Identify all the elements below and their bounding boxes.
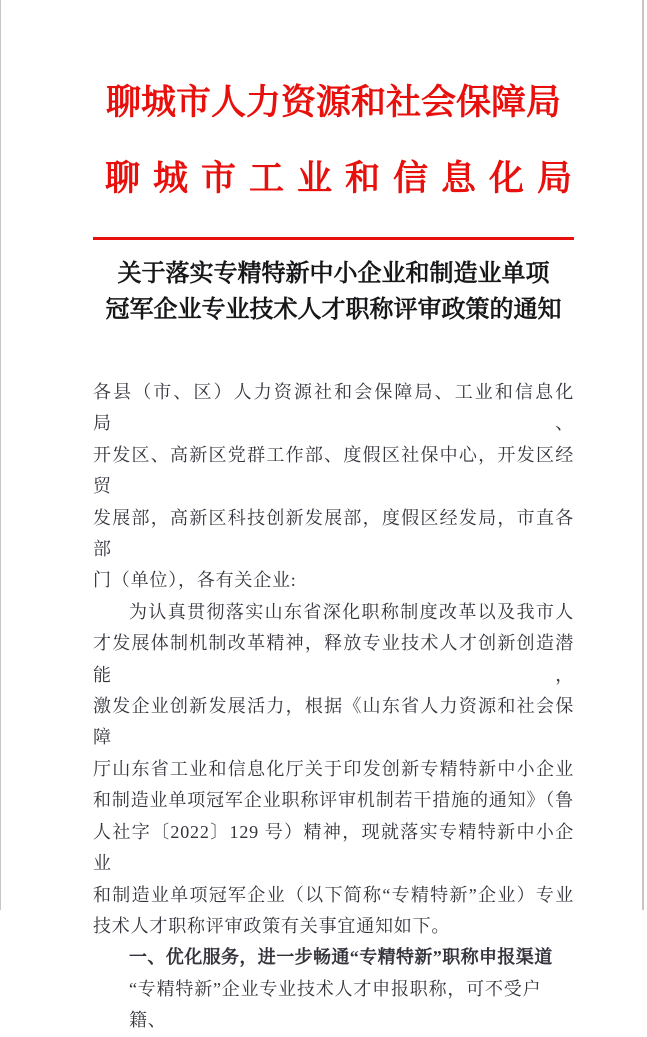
page-right-edge <box>642 0 644 910</box>
body-line: 发展部，高新区科技创新发展部，度假区经发局，市直各部 <box>93 507 574 560</box>
body-line: 技术人才职称评审政策有关事宜通知如下。 <box>93 915 451 936</box>
body-line: 为认真贯彻落实山东省深化职称制度改革以及我市人 <box>129 601 574 622</box>
body-line: “专精特新”企业专业技术人才申报职称，可不受户籍、 <box>129 978 542 1031</box>
document-title-line-2: 冠军企业专业技术人才职称评审政策的通知 <box>105 297 562 323</box>
body-line: 激发企业创新发展活力，根据《山东省人力资源和社会保障 <box>93 696 574 748</box>
body-text <box>93 377 574 1037</box>
page-left-edge <box>0 0 1 910</box>
body-line: 和制造业单项冠军企业职称评审机制若干措施的通知》（鲁 <box>93 790 574 811</box>
section-heading-line: 一、优化服务，进一步畅通“专精特新”职称申报渠道 <box>129 947 553 968</box>
body-line: 各县（市、区）人力资源社和会保障局、工业和信息化局、 <box>93 382 574 434</box>
header-org-line-1: 聊城市人力资源和社会保障局 <box>105 83 561 122</box>
red-divider-rule <box>93 237 574 240</box>
header-org-line-2: 聊城市工业和信息化局 <box>105 159 586 198</box>
body-line: 和制造业单项冠军企业（以下简称“专精特新”企业）专业 <box>93 884 574 905</box>
document-title-line-1: 关于落实专精特新中小企业和制造业单项 <box>117 261 550 287</box>
body-line: 才发展体制机制改革精神，释放专业技术人才创新创造潜能， <box>93 633 574 685</box>
body-line: 门（单位），各有关企业: <box>93 570 297 591</box>
body-line: 开发区、高新区党群工作部、度假区社保中心，开发区经贸 <box>93 444 574 497</box>
body-line: 人社字〔2022〕129 号）精神，现就落实专精特新中小企业 <box>93 821 574 874</box>
body-line: 厅山东省工业和信息化厅关于印发创新专精特新中小企业 <box>93 758 574 779</box>
